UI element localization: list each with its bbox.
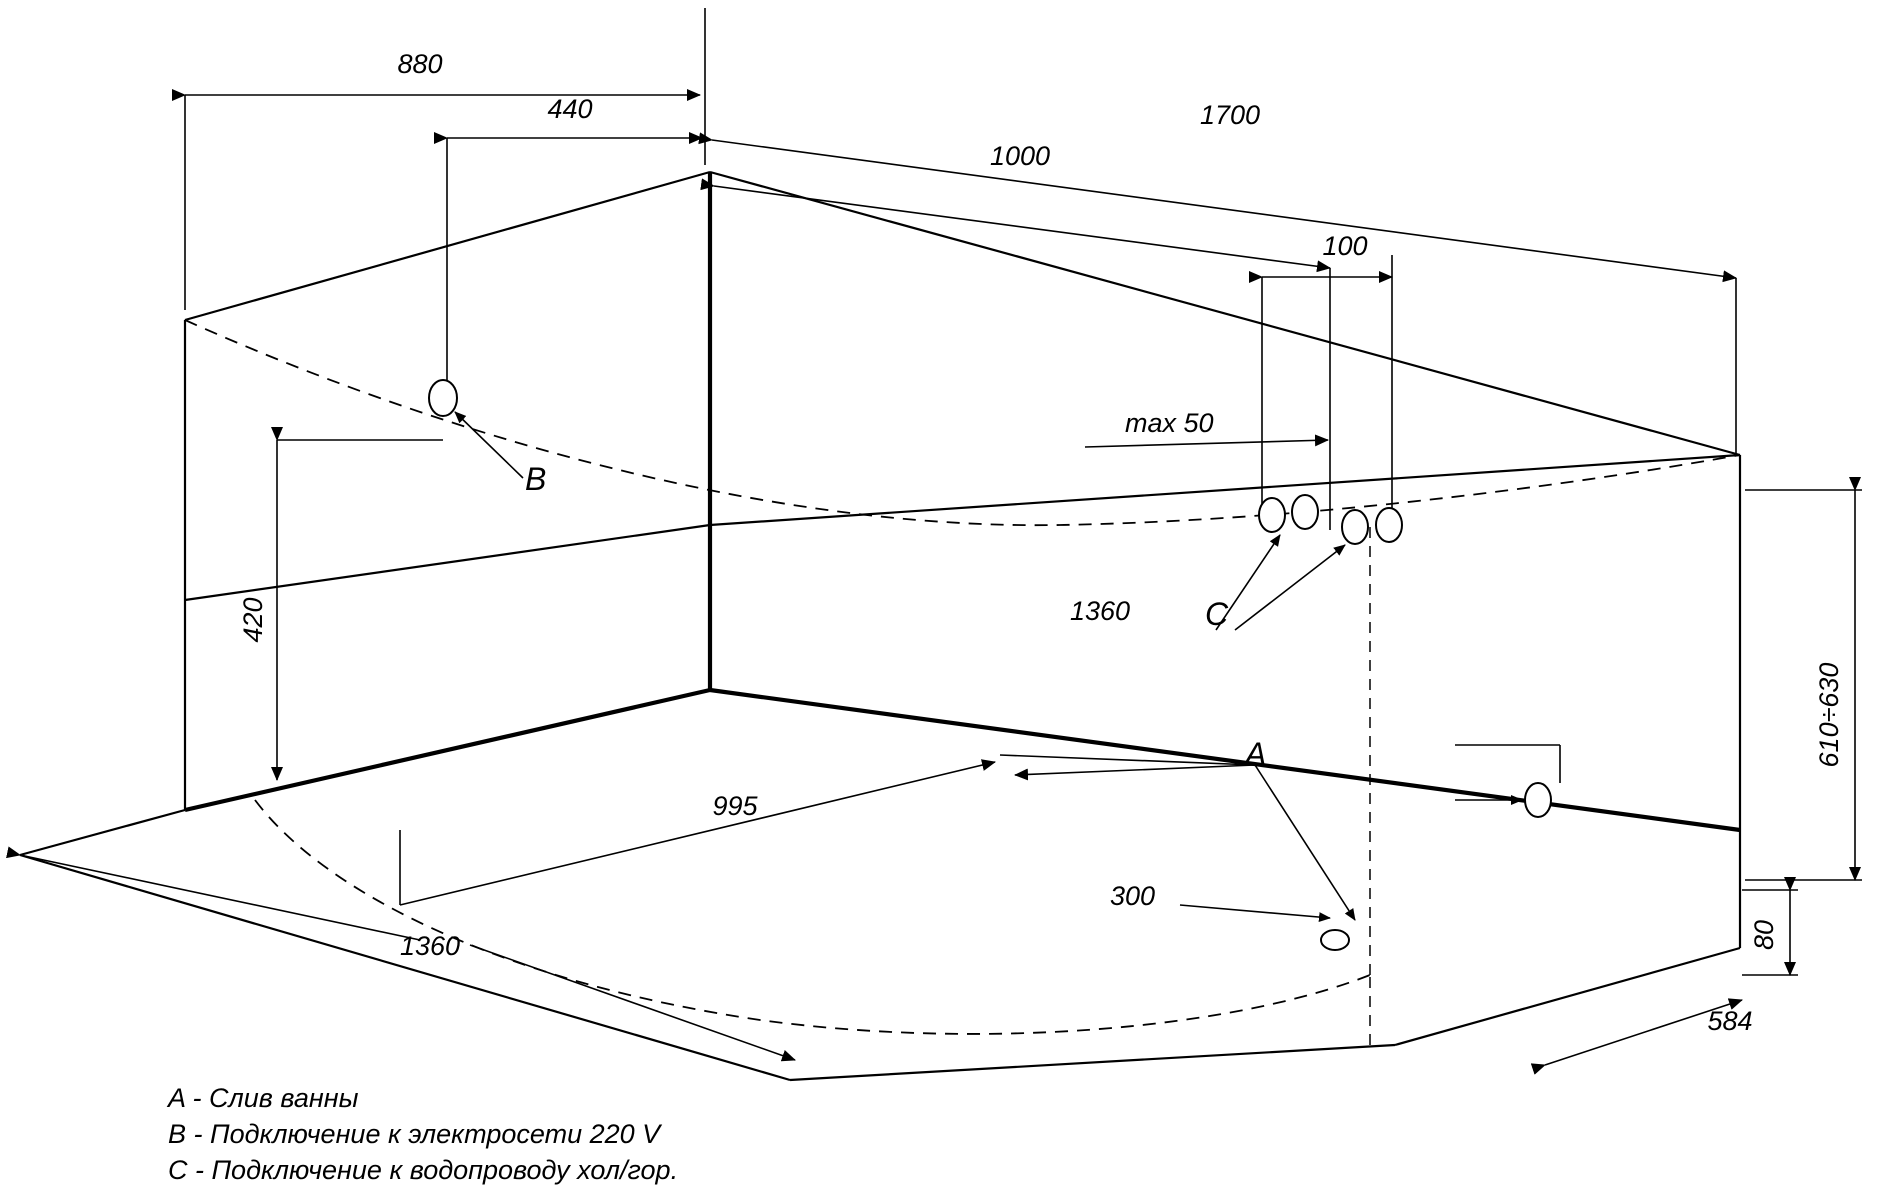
- tub-bowl-dashed-lower: [255, 520, 1370, 1045]
- legend-item-a: A - Слив ванны: [168, 1083, 359, 1113]
- dim-1360-upper: [1070, 596, 1130, 626]
- dim-label-1360-upper: 1360: [1069, 596, 1131, 626]
- callout-a: A: [1245, 736, 1267, 772]
- dim-label-80: 80: [1749, 919, 1779, 951]
- power-connection-b: [429, 380, 546, 497]
- dim-300: [1110, 881, 1330, 918]
- dim-label-610-630: 610÷630: [1814, 662, 1844, 768]
- water-connection-c: [1205, 495, 1402, 632]
- dim-label-1000: 1000: [989, 141, 1051, 171]
- tub-body-outline: [185, 172, 1740, 830]
- dim-1700: [712, 100, 1736, 455]
- dim-1360-lower: [20, 855, 795, 1060]
- floor-footprint: [20, 810, 1740, 1080]
- dim-610-630: [1745, 490, 1862, 880]
- dim-label-1700: 1700: [1199, 100, 1261, 130]
- dim-label-max-50: max 50: [1125, 408, 1214, 438]
- dim-995: [400, 762, 995, 905]
- legend-item-b: B - Подключение к электросети 220 V: [168, 1119, 661, 1149]
- dim-80: [1742, 890, 1798, 975]
- right-valve: [1455, 745, 1560, 817]
- dim-label-584: 584: [1707, 1006, 1753, 1036]
- legend: [168, 1080, 678, 1188]
- dim-label-1360-lower: 1360: [399, 931, 461, 961]
- dim-label-995: 995: [712, 791, 758, 821]
- dim-880: [185, 8, 705, 310]
- dim-label-300: 300: [1109, 881, 1155, 911]
- drain-a: [1000, 736, 1355, 950]
- dim-440: [447, 94, 702, 400]
- tub-bowl-dashed-upper: [185, 172, 1740, 525]
- dim-label-100: 100: [1322, 231, 1368, 261]
- legend-item-c: C - Подключение к водопроводу хол/гор.: [168, 1155, 679, 1185]
- dim-max-50: [1085, 408, 1328, 447]
- dim-100: [1262, 231, 1392, 520]
- dim-420: [238, 440, 443, 780]
- dim-label-880: 880: [397, 49, 443, 79]
- dim-label-440: 440: [547, 94, 593, 124]
- callout-b: B: [525, 461, 547, 497]
- callout-c: C: [1205, 596, 1229, 632]
- dim-label-420: 420: [238, 597, 268, 643]
- dim-584: [1545, 1000, 1753, 1065]
